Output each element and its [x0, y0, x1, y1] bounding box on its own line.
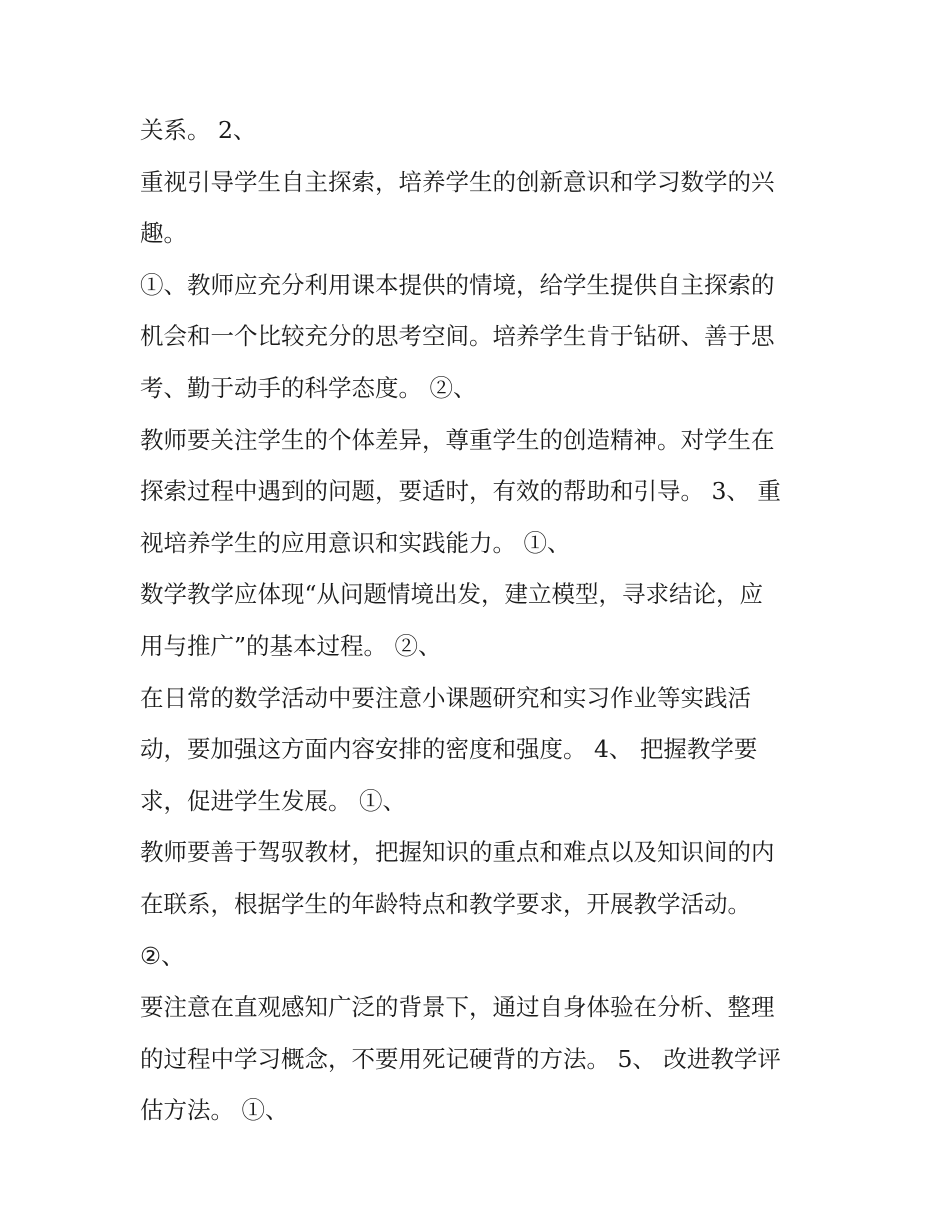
text-line: 关系。 2、: [140, 116, 257, 144]
text-line: 估方法。 ①、: [140, 1096, 289, 1125]
text-line: 用与推广”的基本过程。 ②、: [140, 631, 442, 660]
text-line: 重视引导学生自主探索，培养学生的创新意识和学习数学的兴: [140, 167, 775, 196]
body-text: [140, 108, 820, 1140]
text-line: 的过程中学习概念，不要用死记硬背的方法。 5、 改进教学评: [140, 1044, 781, 1073]
text-line: 在日常的数学活动中要注意小课题研究和实习作业等实践活: [140, 683, 751, 712]
text-line: 考、勤于动手的科学态度。 ②、: [140, 373, 477, 402]
text-line: 在联系，根据学生的年龄特点和教学要求，开展教学活动。: [140, 889, 751, 918]
text-line: 数学教学应体现“从问题情境出发，建立模型，寻求结论，应: [140, 580, 764, 609]
text-line: 教师要关注学生的个体差异，尊重学生的创造精神。对学生在: [140, 425, 775, 454]
text-line: 要注意在直观感知广泛的背景下，通过自身体验在分析、整理: [140, 993, 775, 1022]
text-line: 视培养学生的应用意识和实践能力。 ①、: [140, 528, 571, 557]
text-line: ①、教师应充分利用课本提供的情境，给学生提供自主探索的: [140, 270, 775, 299]
text-line: 趣。: [140, 219, 187, 248]
text-line: 机会和一个比较充分的思考空间。培养学生肯于钻研、善于思: [140, 322, 775, 351]
text-line: 动，要加强这方面内容安排的密度和强度。 4、 把握教学要: [140, 735, 758, 764]
text-line: 求，促进学生发展。 ①、: [140, 786, 406, 815]
text-line: ②、: [140, 941, 185, 970]
text-line: 教师要善于驾驭教材，把握知识的重点和难点以及知识间的内: [140, 838, 775, 867]
text-line: 探索过程中遇到的问题，要适时，有效的帮助和引导。 3、 重: [140, 477, 781, 506]
